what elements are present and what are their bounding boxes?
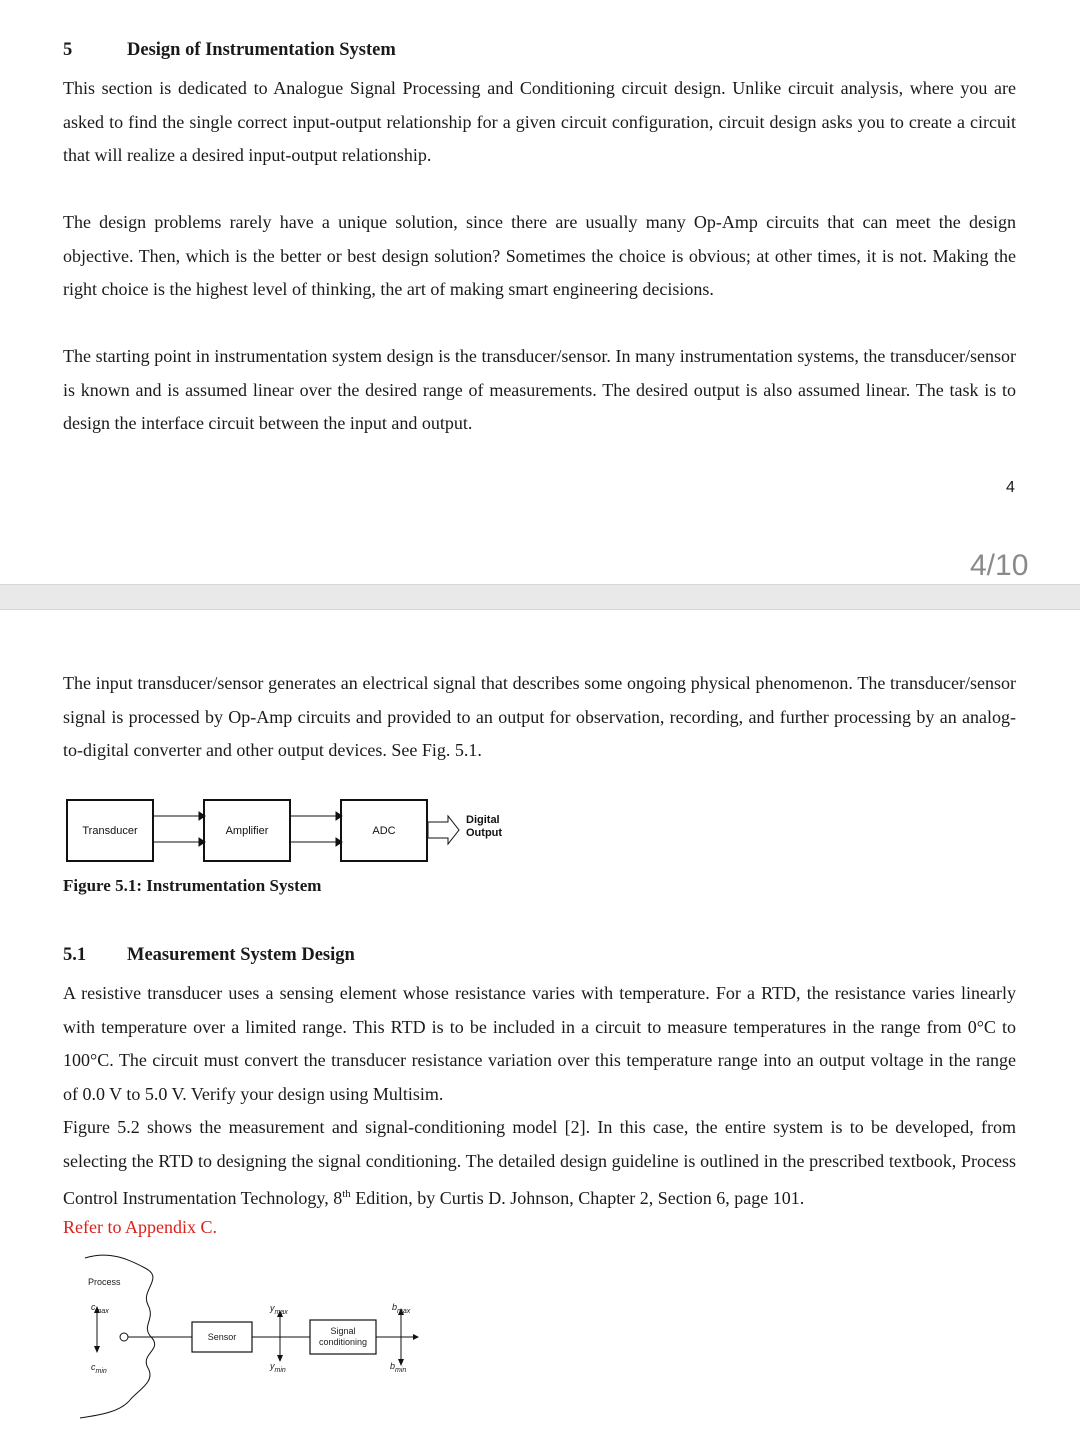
amplifier-label: Amplifier xyxy=(225,824,269,837)
digital-output-label: Digital Output xyxy=(466,814,503,839)
c-min-label: $c_{min}$ xyxy=(91,1362,107,1375)
figure1-connectors xyxy=(150,800,470,860)
paragraph-intro: This section is dedicated to Analogue Signal Processing and Conditioning circuit design. Unlike circuit analysis, where you are asked to find the single correct input-output relationship for a given circuit configuration, circuit design asks you to create a circuit that will realize a desired input-output relationship. xyxy=(63,78,1016,165)
paragraph-figure52: Figure 5.2 shows the measurement and signal-conditioning model [2]. In this case, the entire system is to be developed, from selecting the RTD to designing the signal conditioning. The detailed design guideline is outlined in the prescribed textbook, Process Control Instrumentation Technology, 8th Edition, by Curtis D. Johnson, Chapter 2, Section 6, page 101. xyxy=(63,1117,1016,1208)
transducer-label: Transducer xyxy=(82,824,138,837)
c-max-label: $c_{max}$ xyxy=(91,1302,109,1315)
digital-output-arrow xyxy=(428,816,459,844)
page-number: 4 xyxy=(1006,479,1015,496)
paragraph-design-problems: The design problems rarely have a unique solution, since there are usually many Op-Amp circuits that can meet the design objective. Then, which is the better or best design solution? Sometimes the choice is obvious; at other times, it is not. Making the right choice is the highest level of thinking, the art of making smart engineering decisions. xyxy=(63,212,1016,299)
y-max-label: $y_{max}$ xyxy=(270,1303,288,1316)
figure2-diagram xyxy=(70,1250,440,1425)
section-title: Design of Instrumentation System xyxy=(127,40,396,60)
subsection-number: 5.1 xyxy=(63,945,87,965)
signal-conditioning-label: Signal conditioning xyxy=(318,1326,368,1347)
paragraph-rtd-design: A resistive transducer uses a sensing element whose resistance varies with temperature. For a RTD, the resistance varies linearly with temperature over a limited range. This RTD is to be included in a circuit to measure temperatures in the range from 0°C to 100°C. The circuit must convert the transducer resistance variation over this temperature range into an output voltage in the range of 0.0 V to 5.0 V. Verify your design using Multisim. xyxy=(63,983,1016,1104)
paragraph-transducer-signal: The input transducer/sensor generates an electrical signal that describes some ongoing physical phenomenon. The transducer/sensor signal is processed by Op-Amp circuits and provided to an output for observation, recording, and further processing by an analog-to-digital converter and other output devices. See Fig. 5.1. xyxy=(63,673,1016,760)
process-label: Process xyxy=(88,1277,121,1287)
subsection-title: Measurement System Design xyxy=(127,945,355,965)
page-gap xyxy=(0,584,1080,610)
adc-label: ADC xyxy=(372,824,396,837)
sensor-label: Sensor xyxy=(207,1332,237,1342)
page-indicator: 4/10 xyxy=(970,549,1029,582)
appendix-reference[interactable]: Refer to Appendix C. xyxy=(63,1217,217,1237)
b-min-label: $b_{min}$ xyxy=(390,1361,407,1374)
figure1-caption: Figure 5.1: Instrumentation System xyxy=(63,876,322,895)
b-max-label: $b_{max}$ xyxy=(392,1302,411,1315)
input-terminal xyxy=(120,1333,128,1341)
y-min-label: $y_{min}$ xyxy=(270,1361,286,1374)
transducer-block xyxy=(66,799,154,862)
section-number: 5 xyxy=(63,40,73,60)
paragraph-starting-point: The starting point in instrumentation system design is the transducer/sensor. In many instrumentation systems, the transducer/sensor is known and is assumed linear over the desired range of measurements. The desired output is also assumed linear. The task is to design the interface circuit between the input and output. xyxy=(63,346,1016,433)
